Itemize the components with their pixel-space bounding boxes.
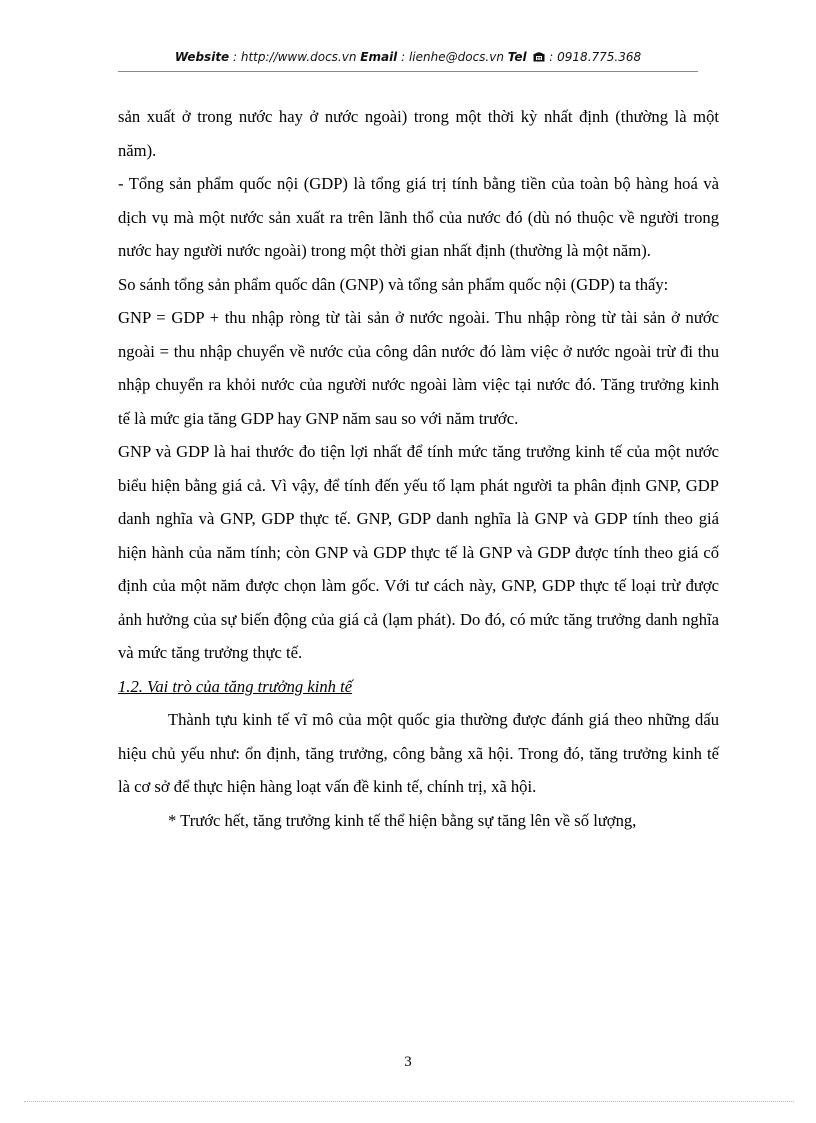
email-address[interactable]: : lienhe@docs.vn <box>397 50 508 64</box>
website-url[interactable]: : http://www.docs.vn <box>229 50 361 64</box>
paragraph: * Trước hết, tăng trưởng kinh tế thể hiện bằng sự tăng lên về số lượng, <box>168 810 637 830</box>
page-header <box>118 50 698 65</box>
tel-label: Tel <box>507 50 527 64</box>
section-heading: 1.2. Vai trò của tăng trưởng kinh tế <box>118 676 353 696</box>
paragraph: sản xuất ở trong nước hay ở nước ngoài) trong một thời kỳ nhất định (thường là một năm). <box>118 107 719 160</box>
document-body <box>118 100 719 837</box>
page-number: 3 <box>404 1054 412 1070</box>
paragraph: Thành tựu kinh tế vĩ mô của một quốc gia thường được đánh giá theo những dấu hiệu chủ yếu như: ổn định, tăng trưởng, công bằng xã hội. Trong đó, tăng trưởng kinh tế là cơ sở để thực hiện hàng loạt vấn đề kinh tế, chính trị, xã hội. <box>118 710 719 796</box>
website-label: Website <box>174 50 230 64</box>
paragraph: GNP và GDP là hai thước đo tiện lợi nhất để tính mức tăng trưởng kinh tế của một nước biểu hiện bằng giá cả. Vì vậy, để tính đến yếu tố lạm phát người ta phân định GNP, GDP danh nghĩa và GNP, GDP thực tế. GNP, GDP danh nghĩa là GNP và GDP tính theo giá hiện hành của năm tính; còn GNP và GDP thực tế là GNP và GDP được tính theo giá cố định của một năm được chọn làm gốc. Với tư cách này, GNP, GDP thực tế loại trừ được ảnh hưởng của sự biến động của giá cả (lạm phát). Do đó, có mức tăng trưởng danh nghĩa và mức tăng trưởng thực tế. <box>118 442 719 662</box>
paragraph: So sánh tổng sản phẩm quốc dân (GNP) và tổng sản phẩm quốc nội (GDP) ta thấy: <box>118 274 669 294</box>
paragraph: GNP = GDP + thu nhập ròng từ tài sản ở nước ngoài. Thu nhập ròng từ tài sản ở nước ngoài = thu nhập chuyển về nước của công dân nước đó làm việc ở nước ngoài trừ đi thu nhập chuyển ra khỏi nước của người nước ngoài làm việc tại nước đó. Tăng trưởng kinh tế là mức gia tăng GDP hay GNP năm sau so với năm trước. <box>118 308 719 428</box>
paragraph: - Tổng sản phẩm quốc nội (GDP) là tổng giá trị tính bằng tiền của toàn bộ hàng hoá và dịch vụ mà một nước sản xuất ra trên lãnh thổ của nước đó (dù nó thuộc về người trong nước hay người nước ngoài) trong một thời gian nhất định (thường là một năm). <box>118 174 719 260</box>
phone-icon <box>533 51 545 65</box>
email-label: Email <box>360 50 398 64</box>
header-divider <box>118 71 698 72</box>
phone-number: : 0918.775.368 <box>545 50 642 64</box>
page-bottom-dotted-line <box>24 1101 794 1102</box>
